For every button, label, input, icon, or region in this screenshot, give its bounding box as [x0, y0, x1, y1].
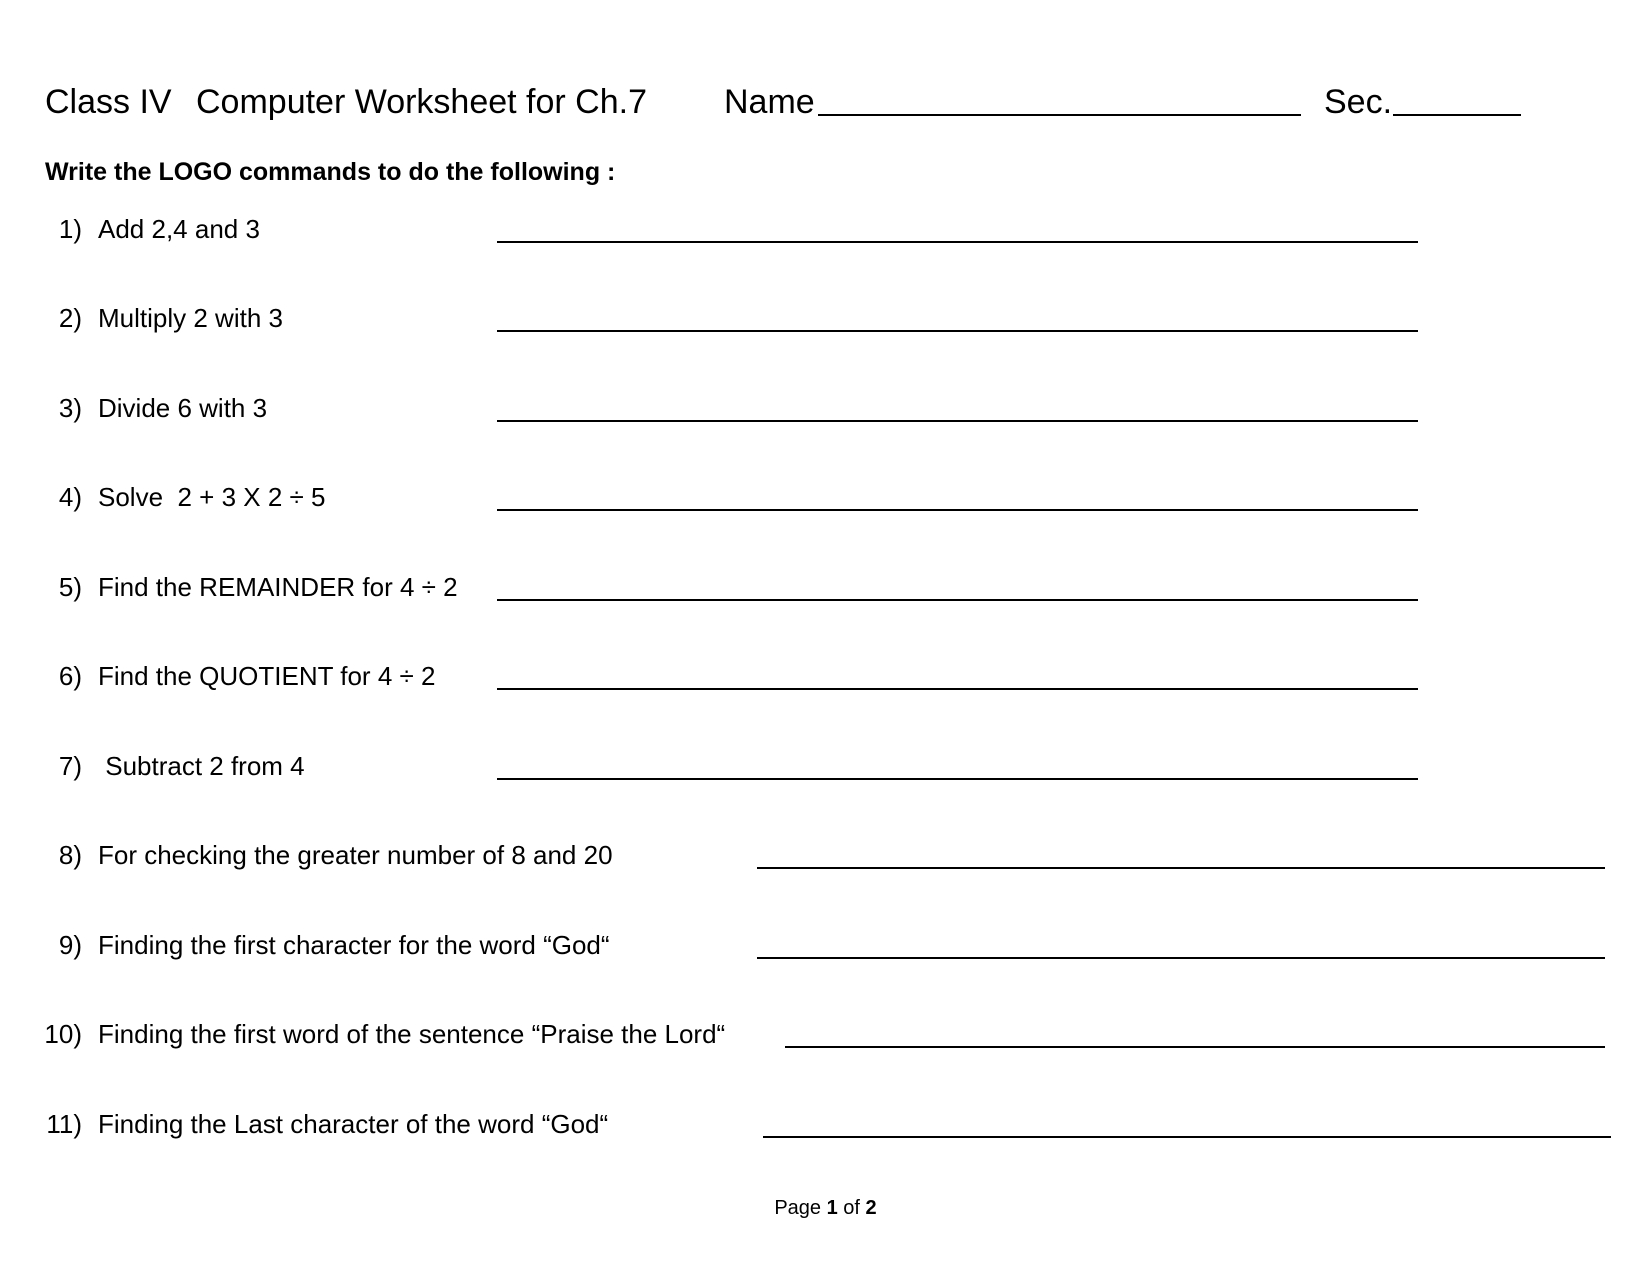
question-text: Subtract 2 from 4 [98, 751, 305, 781]
question-text: Add 2,4 and 3 [98, 214, 260, 244]
page-word: Page [774, 1197, 822, 1219]
class-label: Class IV [45, 83, 172, 121]
question-number: 9) [58, 930, 82, 960]
instruction-heading: Write the LOGO commands to do the following : [45, 158, 616, 186]
answer-line[interactable] [497, 778, 1418, 780]
question-text: Finding the first character for the word “God“ [98, 930, 610, 960]
answer-line[interactable] [497, 509, 1418, 511]
answer-line[interactable] [497, 241, 1418, 243]
question-number: 2) [58, 303, 82, 333]
answer-line[interactable] [785, 1046, 1605, 1048]
question-number: 7) [58, 751, 82, 781]
question-number: 4) [58, 482, 82, 512]
question-number: 3) [58, 393, 82, 423]
answer-line[interactable] [757, 957, 1605, 959]
answer-line[interactable] [497, 330, 1418, 332]
sec-field[interactable] [1393, 114, 1521, 116]
question-text: Finding the first word of the sentence “Praise the Lord“ [98, 1019, 726, 1049]
answer-line[interactable] [763, 1136, 1611, 1138]
name-label: Name [724, 83, 815, 121]
answer-line[interactable] [497, 599, 1418, 601]
question-text: Finding the Last character of the word “God“ [98, 1109, 609, 1139]
of-word: of [843, 1197, 860, 1219]
question-number: 6) [58, 661, 82, 691]
sec-label: Sec. [1324, 83, 1393, 121]
question-number: 8) [58, 840, 82, 870]
question-number: 10) [44, 1019, 82, 1049]
answer-line[interactable] [497, 688, 1418, 690]
question-number: 1) [58, 214, 82, 244]
total-pages-number: 2 [865, 1197, 877, 1219]
question-text: Find the QUOTIENT for 4 ÷ 2 [98, 661, 436, 691]
question-number: 5) [58, 572, 82, 602]
answer-line[interactable] [757, 867, 1605, 869]
question-text: For checking the greater number of 8 and 20 [98, 840, 613, 870]
answer-line[interactable] [497, 420, 1418, 422]
question-text: Find the REMAINDER for 4 ÷ 2 [98, 572, 458, 602]
question-text: Multiply 2 with 3 [98, 303, 283, 333]
page-footer [0, 1197, 1651, 1220]
question-text: Divide 6 with 3 [98, 393, 268, 423]
question-text: Solve 2 + 3 X 2 ÷ 5 [98, 482, 326, 512]
current-page-number: 1 [826, 1197, 838, 1219]
worksheet-title: Computer Worksheet for Ch.7 [196, 83, 647, 121]
name-field[interactable] [818, 114, 1301, 116]
question-number: 11) [46, 1109, 82, 1139]
